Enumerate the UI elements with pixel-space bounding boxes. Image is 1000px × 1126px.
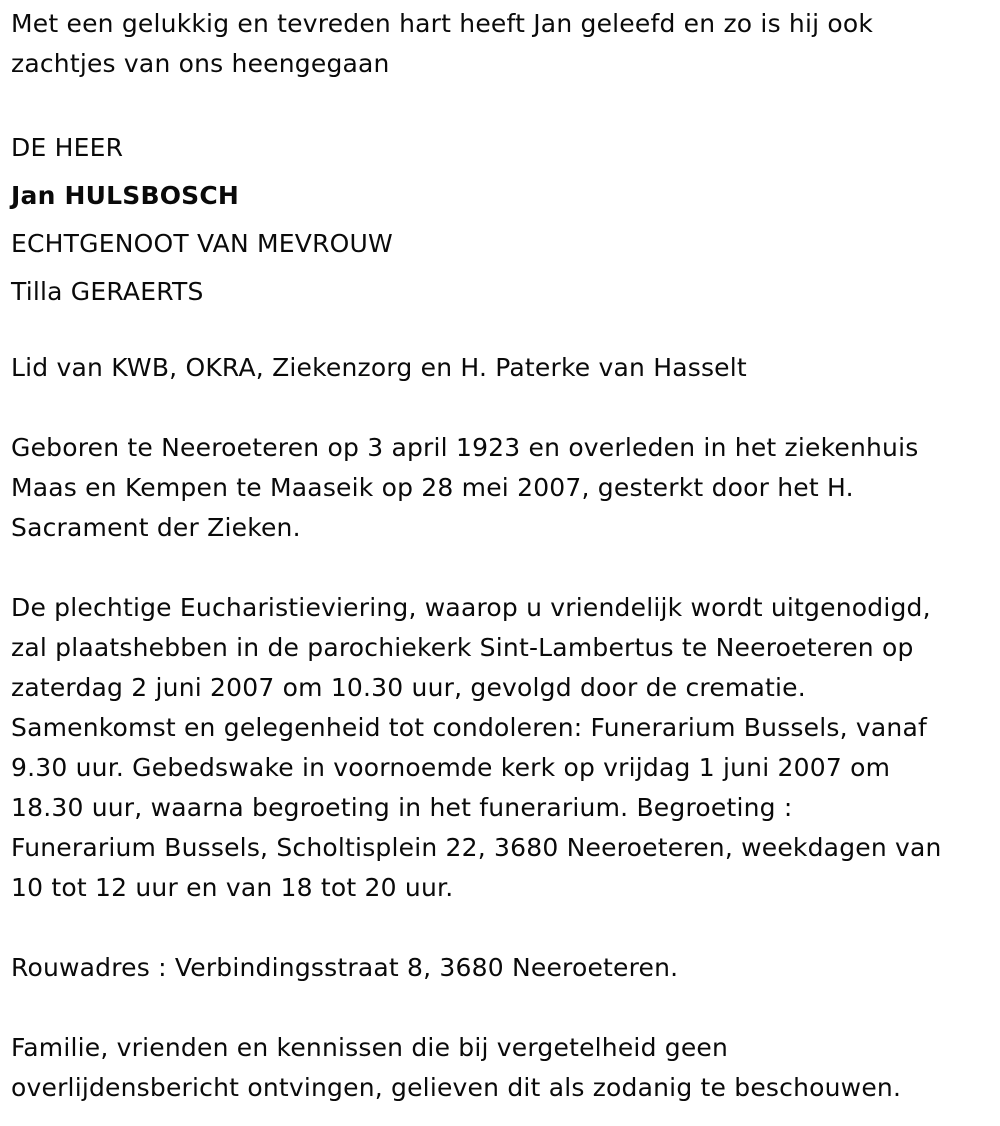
birth-death-paragraph	[11, 428, 991, 548]
ceremony-paragraph	[11, 588, 991, 908]
ceremony-line-2: zal plaatshebben in de parochiekerk Sint-Lambertus te Neeroeteren op	[11, 633, 914, 662]
ceremony-line-7: Funerarium Bussels, Scholtisplein 22, 3680 Neeroeteren, weekdagen van	[11, 833, 942, 862]
ceremony-line-4: Samenkomst en gelegenheid tot condoleren: Funerarium Bussels, vanaf	[11, 713, 927, 742]
address-paragraph	[11, 948, 991, 988]
ceremony-line-5: 9.30 uur. Gebedswake in voornoemde kerk op vrijdag 1 juni 2007 om	[11, 753, 891, 782]
membership-paragraph	[11, 348, 991, 388]
person-block	[11, 124, 991, 316]
birth-death-line-1: Geboren te Neeroeteren op 3 april 1923 en overleden in het ziekenhuis	[11, 433, 919, 462]
spacer	[11, 84, 991, 124]
deceased-first-name: Jan	[11, 181, 65, 210]
ceremony-line-6: 18.30 uur, waarna begroeting in het funerarium. Begroeting :	[11, 793, 793, 822]
notice-paragraph	[11, 1028, 991, 1108]
birth-death-line-3: Sacrament der Zieken.	[11, 513, 301, 542]
ceremony-line-3: zaterdag 2 juni 2007 om 10.30 uur, gevolgd door de crematie.	[11, 673, 806, 702]
intro-line-1: Met een gelukkig en tevreden hart heeft Jan geleefd en zo is hij ook	[11, 9, 874, 38]
spacer	[11, 988, 991, 1028]
spacer	[11, 548, 991, 588]
intro-line-2: zachtjes van ons heengegaan	[11, 49, 390, 78]
mourning-address: Rouwadres : Verbindingsstraat 8, 3680 Neeroeteren.	[11, 953, 679, 982]
deceased-name	[11, 172, 991, 220]
deceased-last-name: HULSBOSCH	[64, 181, 240, 210]
spacer	[11, 388, 991, 428]
ceremony-line-8: 10 tot 12 uur en van 18 tot 20 uur.	[11, 873, 454, 902]
membership-line: Lid van KWB, OKRA, Ziekenzorg en H. Paterke van Hasselt	[11, 353, 747, 382]
honorific-title: DE HEER	[11, 133, 124, 162]
birth-death-line-2: Maas en Kempen te Maaseik op 28 mei 2007, gesterkt door het H.	[11, 473, 854, 502]
spouse-name: Tilla GERAERTS	[11, 277, 204, 306]
spacer	[11, 316, 991, 348]
spacer	[11, 908, 991, 948]
ceremony-line-1: De plechtige Eucharistieviering, waarop u vriendelijk wordt uitgenodigd,	[11, 593, 931, 622]
spouse-label: ECHTGENOOT VAN MEVROUW	[11, 229, 393, 258]
obituary-notice	[11, 4, 991, 1108]
notice-line-1: Familie, vrienden en kennissen die bij vergetelheid geen	[11, 1033, 729, 1062]
intro-paragraph	[11, 4, 991, 84]
notice-line-2: overlijdensbericht ontvingen, gelieven dit als zodanig te beschouwen.	[11, 1073, 902, 1102]
